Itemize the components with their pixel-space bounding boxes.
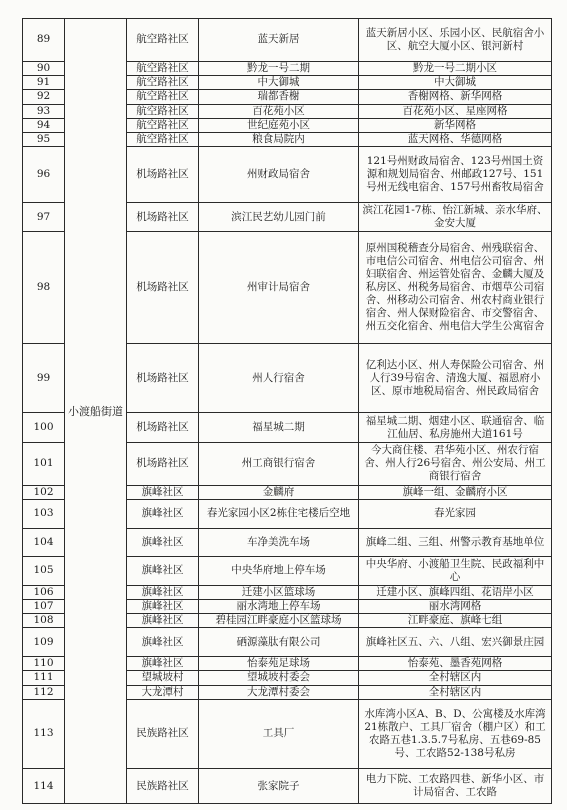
site-location: 粮食局院内 [199, 133, 359, 147]
row-number: 93 [23, 104, 65, 118]
coverage-area: 蓝天网格、华德网格 [359, 133, 552, 147]
community-name: 航空路社区 [127, 104, 199, 118]
row-number: 107 [23, 599, 65, 613]
coverage-area: 香榭网格、新华网格 [359, 90, 552, 104]
row-number: 104 [23, 528, 65, 557]
coverage-area: 亿利达小区、州人寿保险公司宿舍、州人行39号宿舍、清逸大厦、福恩府小区、原市地税局宿舍、州民政局宿舍 [359, 344, 552, 413]
row-number: 108 [23, 614, 65, 628]
row-number: 102 [23, 485, 65, 499]
coverage-area: 中央华府、小渡船卫生院、民政福利中心 [359, 557, 552, 586]
row-number: 111 [23, 671, 65, 685]
community-name: 航空路社区 [127, 118, 199, 132]
coverage-area: 水库湾小区A、B、D、公寓楼及水库湾21栋散户、工具厂宿舍（棚户区）和工农路五巷1.3.5.7号私房、五巷69-85号、工农路52-138号私房 [359, 699, 552, 768]
site-location: 州人行宿舍 [199, 344, 359, 413]
site-location: 滨江民艺幼儿园门前 [199, 203, 359, 232]
table-row [23, 19, 552, 62]
row-number: 114 [23, 769, 65, 804]
community-name: 民族路社区 [127, 769, 199, 804]
site-location: 福星城二期 [199, 413, 359, 443]
row-number: 92 [23, 90, 65, 104]
row-number: 98 [23, 232, 65, 344]
coverage-area: 全村辖区内 [359, 671, 552, 685]
street-name: 小渡船街道 [65, 19, 127, 804]
site-location: 州工商银行宿舍 [199, 443, 359, 486]
community-name: 机场路社区 [127, 147, 199, 203]
community-name: 机场路社区 [127, 232, 199, 344]
coverage-area: 旗峰二组、三组、州警示教育基地单位 [359, 528, 552, 557]
community-name: 旗峰社区 [127, 557, 199, 586]
coverage-area: 121号州财政局宿舍、123号州国土资源和规划局宿舍、州邮政127号、151号州无线电宿舍、157号州畜牧局宿舍 [359, 147, 552, 203]
community-name: 旗峰社区 [127, 599, 199, 613]
row-number: 94 [23, 118, 65, 132]
site-location: 车净美洗车场 [199, 528, 359, 557]
community-name: 大龙潭村 [127, 685, 199, 699]
row-number: 90 [23, 61, 65, 75]
coverage-area: 旗峰社区五、六、八组、宏兴御景庄园 [359, 628, 552, 657]
coverage-area: 丽水湾网格 [359, 599, 552, 613]
row-number: 110 [23, 657, 65, 671]
table-body [23, 19, 552, 804]
row-number: 95 [23, 133, 65, 147]
community-name: 旗峰社区 [127, 528, 199, 557]
row-number: 99 [23, 344, 65, 413]
community-name: 机场路社区 [127, 344, 199, 413]
site-location: 碧桂园江畔豪庭小区篮球场 [199, 614, 359, 628]
community-name: 民族路社区 [127, 699, 199, 768]
community-name: 旗峰社区 [127, 614, 199, 628]
community-name: 旗峰社区 [127, 628, 199, 657]
coverage-area: 黔龙一号二期小区 [359, 61, 552, 75]
community-name: 航空路社区 [127, 133, 199, 147]
site-location: 硒源藻肽有限公司 [199, 628, 359, 657]
row-number: 109 [23, 628, 65, 657]
site-location: 中大御城 [199, 76, 359, 90]
site-location: 丽水湾地上停车场 [199, 599, 359, 613]
coverage-area: 中大御城 [359, 76, 552, 90]
coverage-area: 全村辖区内 [359, 685, 552, 699]
coverage-area: 今大商住楼、君华苑小区、州农行宿舍、州人行26号宿舍、州公安局、州工商银行宿舍 [359, 443, 552, 486]
community-name: 机场路社区 [127, 413, 199, 443]
site-location: 州审计局宿舍 [199, 232, 359, 344]
site-location: 张家院子 [199, 769, 359, 804]
coverage-area: 新华网格 [359, 118, 552, 132]
site-location: 黔龙一号二期 [199, 61, 359, 75]
coverage-area: 百花苑小区、星座网格 [359, 104, 552, 118]
community-name: 旗峰社区 [127, 485, 199, 499]
site-location: 金麟府 [199, 485, 359, 499]
community-name: 旗峰社区 [127, 657, 199, 671]
site-location: 大龙潭村委会 [199, 685, 359, 699]
coverage-area: 福星城二期、烟建小区、联通宿舍、临江仙居、私房施州大道161号 [359, 413, 552, 443]
coverage-area: 春光家园 [359, 500, 552, 529]
site-location: 望城坡村委会 [199, 671, 359, 685]
coverage-area: 滨江花园1-7栋、怡江新城、亲水华府、金安大厦 [359, 203, 552, 232]
community-name: 航空路社区 [127, 76, 199, 90]
row-number: 100 [23, 413, 65, 443]
community-name: 航空路社区 [127, 90, 199, 104]
community-name: 航空路社区 [127, 61, 199, 75]
coverage-area: 旗峰一组、金麟府小区 [359, 485, 552, 499]
site-location: 州财政局宿舍 [199, 147, 359, 203]
site-location: 迁建小区篮球场 [199, 585, 359, 599]
site-location: 世纪庭苑小区 [199, 118, 359, 132]
community-name: 机场路社区 [127, 443, 199, 486]
community-name: 航空路社区 [127, 19, 199, 62]
coverage-area: 迁建小区、旗峰四组、花语岸小区 [359, 585, 552, 599]
site-location: 怡泰苑足球场 [199, 657, 359, 671]
community-name: 望城坡村 [127, 671, 199, 685]
site-location: 瑞都香榭 [199, 90, 359, 104]
row-number: 105 [23, 557, 65, 586]
site-location: 蓝天新居 [199, 19, 359, 62]
row-number: 101 [23, 443, 65, 486]
row-number: 113 [23, 699, 65, 768]
site-location: 工具厂 [199, 699, 359, 768]
coverage-area: 电力下院、工农路四巷、新华小区、市计局宿舍、工农路 [359, 769, 552, 804]
site-table [22, 18, 552, 804]
community-name: 旗峰社区 [127, 500, 199, 529]
site-location: 中央华府地上停车场 [199, 557, 359, 586]
row-number: 106 [23, 585, 65, 599]
community-name: 旗峰社区 [127, 585, 199, 599]
coverage-area: 原州国税稽查分局宿舍、州残联宿舍、市电信公司宿舍、州电信公司宿舍、州妇联宿舍、州运管处宿舍、金麟大厦及私房区、州税务局宿舍、市烟草公司宿舍、州移动公司宿舍、州农村商业银行宿舍、州人保财险宿舍、市交警宿舍、州五交化宿舍、州电信大学生公寓宿舍 [359, 232, 552, 344]
row-number: 112 [23, 685, 65, 699]
coverage-area: 江畔豪庭、旗峰七组 [359, 614, 552, 628]
site-location: 百花苑小区 [199, 104, 359, 118]
site-location: 春光家园小区2栋住宅楼后空地 [199, 500, 359, 529]
coverage-area: 怡泰苑、墨香苑网格 [359, 657, 552, 671]
community-name: 机场路社区 [127, 203, 199, 232]
row-number: 103 [23, 500, 65, 529]
row-number: 91 [23, 76, 65, 90]
row-number: 89 [23, 19, 65, 62]
row-number: 96 [23, 147, 65, 203]
coverage-area: 蓝天新居小区、乐园小区、民航宿舍小区、航空大厦小区、银河新村 [359, 19, 552, 62]
row-number: 97 [23, 203, 65, 232]
